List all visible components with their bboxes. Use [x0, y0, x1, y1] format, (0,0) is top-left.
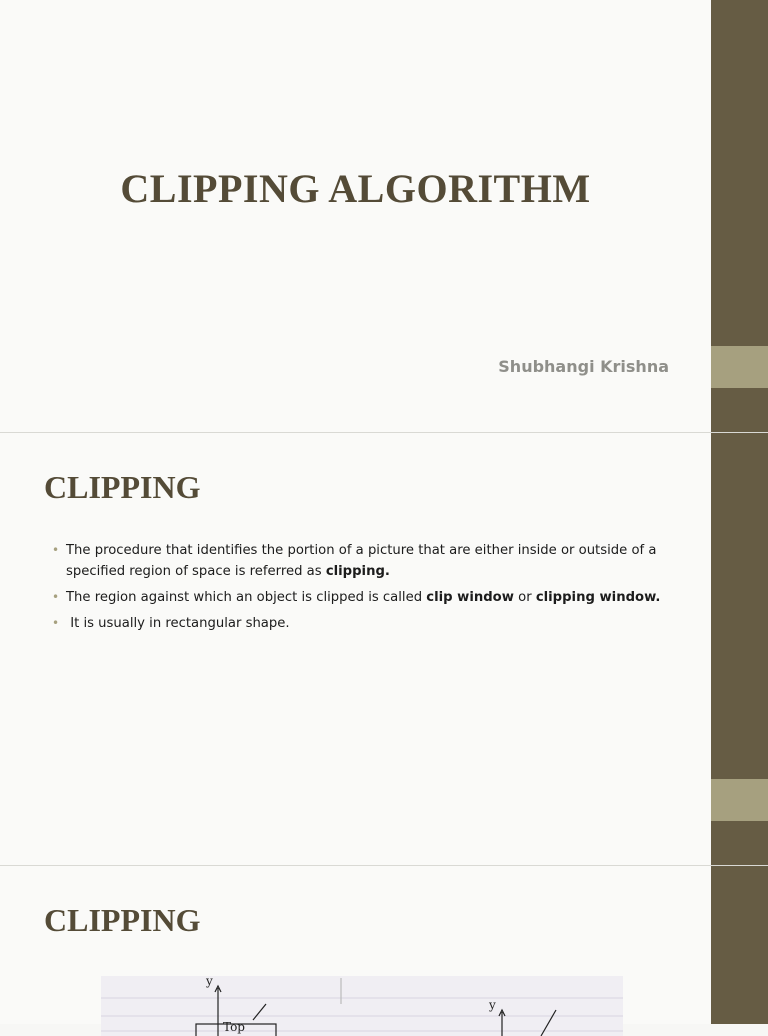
bullet-text: The procedure that identifies the portion of a picture that are either inside or outside of a specified region of space is referred as: [66, 543, 657, 579]
side-rail-accent: [711, 779, 768, 821]
bullet-list: [52, 540, 682, 639]
bullet-item: [52, 613, 682, 634]
slide-clipping-figure: [0, 866, 768, 1034]
bullet-bold-term: clipping window.: [535, 590, 661, 605]
bullet-dot-icon: •: [52, 543, 60, 557]
clipping-figure-image: [101, 976, 623, 1036]
slide-title: [0, 0, 768, 432]
figure-edge-label: Top: [223, 1020, 245, 1034]
diagonal-line-left: [253, 1004, 266, 1020]
slide-heading: CLIPPING: [44, 902, 201, 938]
slide-heading: CLIPPING: [44, 469, 201, 505]
bullet-item: [52, 540, 682, 582]
bullet-text-connector: or: [513, 590, 536, 605]
bullet-item: [52, 587, 682, 608]
bullet-dot-icon: •: [52, 616, 60, 630]
bullet-text: The region against which an object is clipped is called: [66, 590, 427, 605]
side-rail: [711, 866, 768, 1024]
bullet-text: It is usually in rectangular shape.: [66, 616, 290, 631]
clipping-diagram: [101, 976, 623, 1036]
bullet-dot-icon: •: [52, 590, 60, 604]
bullet-bold-term: clip window: [426, 590, 514, 605]
figure-axis-label: y: [489, 998, 496, 1012]
bullet-bold-term: clipping.: [325, 564, 390, 579]
slide-clipping-definition: [0, 433, 768, 865]
side-rail-accent: [711, 346, 768, 388]
slide-title-heading: CLIPPING ALGORITHM: [120, 166, 591, 211]
diagonal-line-right: [541, 1010, 556, 1036]
author-name: Shubhangi Krishna: [498, 357, 669, 376]
figure-axis-label: y: [206, 974, 213, 988]
